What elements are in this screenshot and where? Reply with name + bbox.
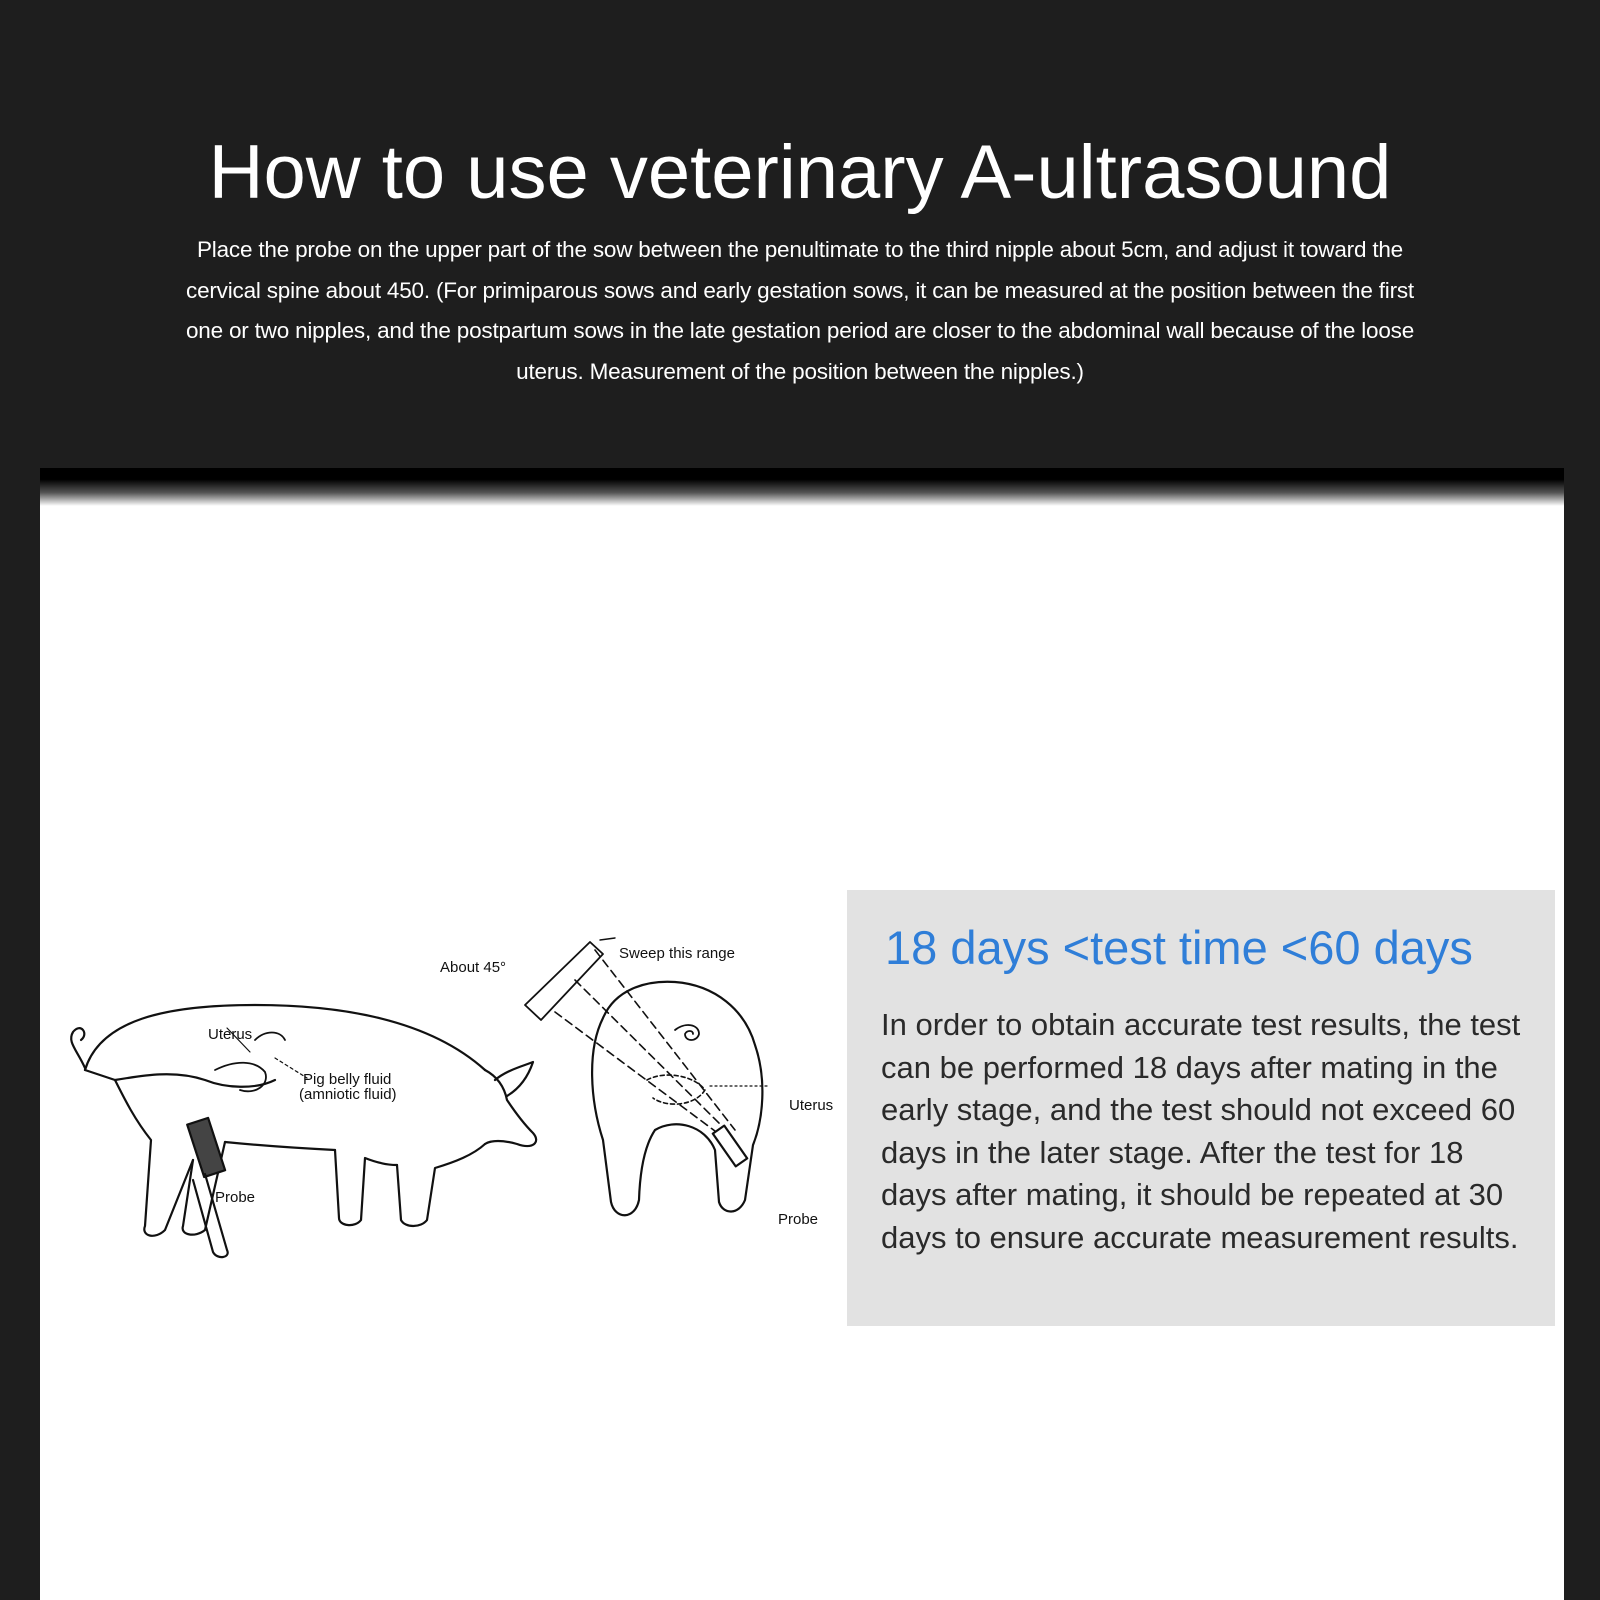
rear-uterus-label: Uterus	[789, 1097, 834, 1114]
intro-paragraph: Place the probe on the upper part of the sow between the penultimate to the third nipple about 5cm, and adjust it toward the cervical spine about 450. (For primiparous sows and early gestation sows, it can be measured at the position between the first one or two nipples, and the postpartum sows in the late gestation period are closer to the abdominal wall because of the loose uterus. Measurement of the position between the nipples.)	[185, 237, 1415, 384]
side-uterus-label: Uterus	[208, 1026, 253, 1043]
pig-diagram	[55, 930, 855, 1310]
header	[0, 0, 1600, 470]
side-view-pig	[71, 1005, 536, 1257]
fluid-label-line1: Pig belly fluid	[303, 1071, 392, 1088]
angle-label: About 45°	[440, 959, 507, 976]
page-title: How to use veterinary A-ultrasound	[208, 130, 1392, 215]
rear-probe-label: Probe	[778, 1211, 819, 1228]
rear-view-pig	[525, 938, 767, 1215]
fluid-label-line2: (amniotic fluid)	[299, 1086, 397, 1103]
panel-top-shadow	[40, 468, 1564, 506]
test-time-info-box	[847, 890, 1555, 1326]
info-title: 18 days <test time <60 days	[885, 921, 1473, 974]
pig-illustration	[55, 930, 855, 1310]
sweep-label: Sweep this range	[619, 945, 735, 962]
info-body: In order to obtain accurate test results, the test can be performed 18 days after mating in the early stage, and the test should not exceed 60 days in the later stage. After the test for 18 days after mating, it should be repeated at 30 days to ensure accurate measurement results.	[881, 1007, 1521, 1255]
side-probe-label: Probe	[215, 1189, 256, 1206]
